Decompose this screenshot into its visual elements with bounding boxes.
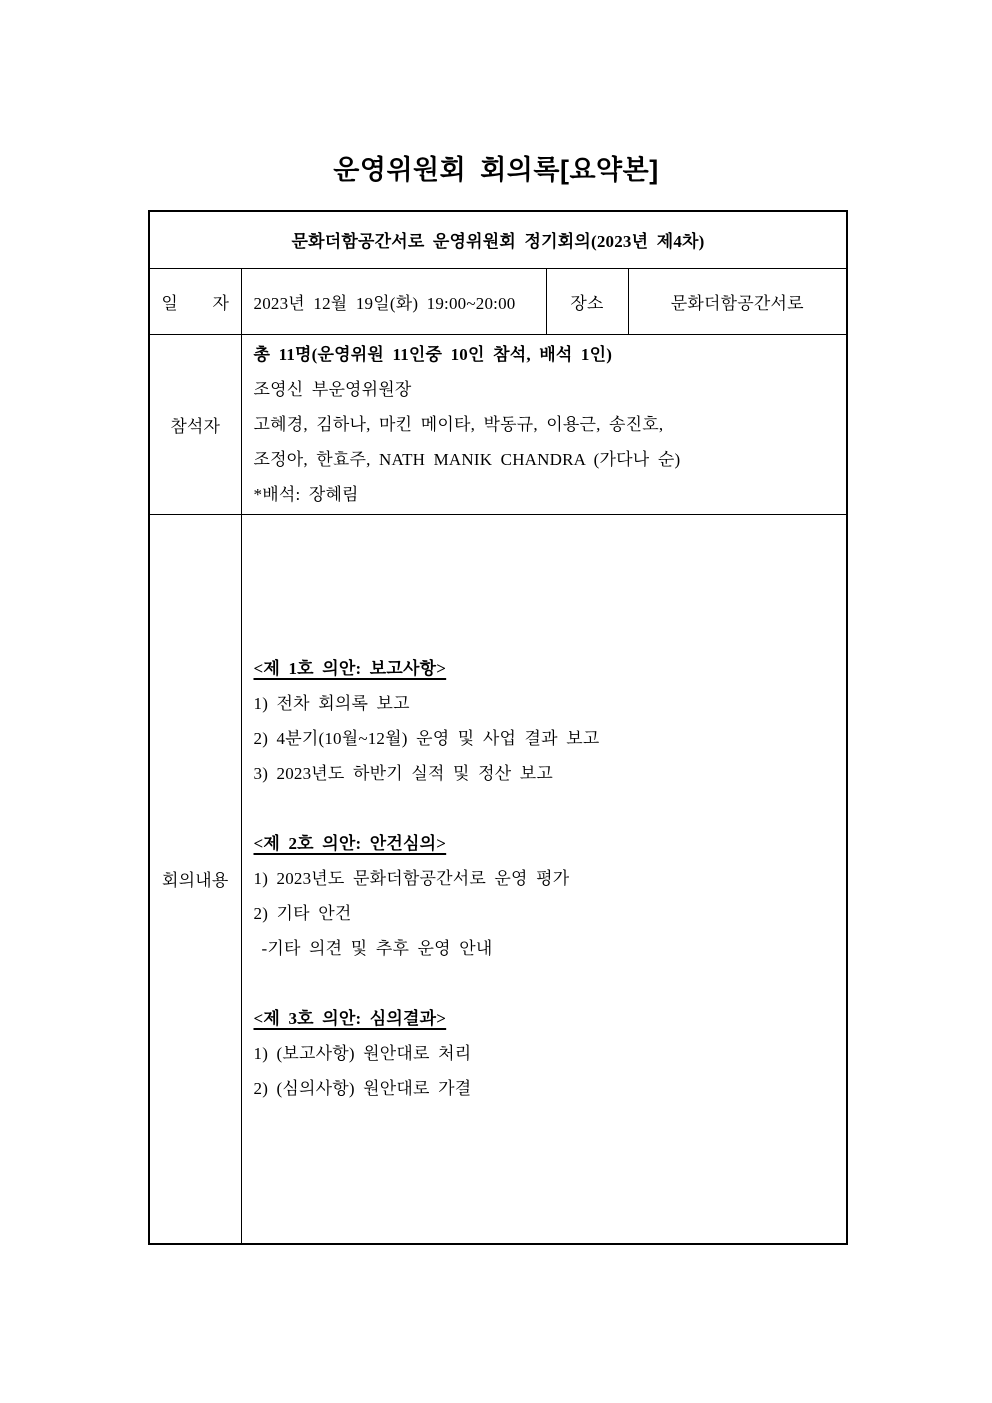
meeting-title-cell: 문화더함공간서로 운영위원회 정기회의(2023년 제4차)	[149, 211, 847, 268]
attendees-vice-chair: 조영신 부운영위원장	[253, 379, 412, 399]
place-label-cell: 장소	[546, 268, 628, 334]
agenda-item: 1) (보고사항) 원안대로 처리	[253, 1044, 472, 1064]
agenda-item: 2) 기타 안건	[253, 904, 352, 924]
table-header-row	[149, 211, 847, 268]
blank-line	[254, 966, 847, 1001]
agenda-item: 3) 2023년도 하반기 실적 및 정산 보고	[253, 764, 554, 784]
agenda-section-2-heading: <제 2호 의안: 안건심의>	[253, 834, 447, 854]
agenda-row	[149, 514, 847, 1244]
attendees-content-cell	[241, 334, 847, 514]
attendees-members-line-1: 고혜경, 김하나, 마킨 메이타, 박동규, 이용근, 송진호,	[253, 414, 664, 434]
agenda-item: 2) 4분기(10월~12월) 운영 및 사업 결과 보고	[253, 729, 600, 749]
agenda-section-3-heading: <제 3호 의안: 심의결과>	[253, 1009, 447, 1029]
blank-line	[254, 791, 847, 826]
attendees-observer: *배석: 장혜림	[253, 484, 359, 504]
agenda-item: 1) 전차 회의록 보고	[253, 694, 410, 714]
agenda-sub-item: -기타 의견 및 추후 운영 안내	[261, 939, 493, 959]
date-label-cell: 일 자	[149, 268, 241, 334]
agenda-content-cell	[241, 514, 847, 1244]
place-value-cell: 문화더함공간서로	[628, 268, 847, 334]
agenda-item: 1) 2023년도 문화더함공간서로 운영 평가	[253, 869, 570, 889]
document-title: 운영위원회 회의록[요약본]	[333, 155, 659, 185]
attendees-row	[149, 334, 847, 514]
date-value-cell: 2023년 12월 19일(화) 19:00~20:00	[241, 268, 546, 334]
agenda-label-cell: 회의내용	[149, 514, 241, 1244]
date-row	[149, 268, 847, 334]
attendees-summary: 총 11명(운영위원 11인중 10인 참석, 배석 1인)	[253, 344, 613, 364]
agenda-item: 2) (심의사항) 원안대로 가결	[253, 1079, 472, 1099]
agenda-section-1-heading: <제 1호 의안: 보고사항>	[253, 659, 447, 679]
attendees-members-line-2: 조정아, 한효주, NATH MANIK CHANDRA (가다나 순)	[253, 449, 681, 469]
attendees-label-cell: 참석자	[149, 334, 241, 514]
minutes-table	[148, 210, 848, 1245]
